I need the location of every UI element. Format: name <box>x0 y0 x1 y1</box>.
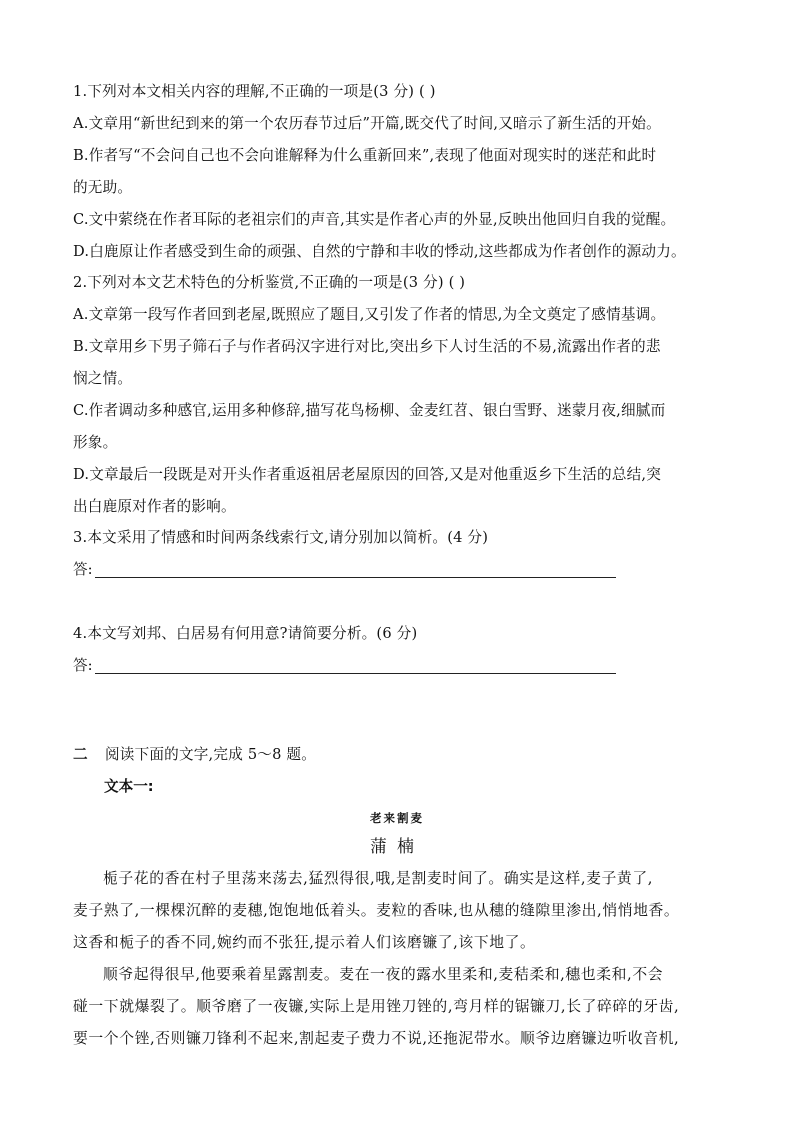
story-title: 老来割麦 <box>370 811 424 825</box>
story-paragraph-1-line2: 麦子熟了,一棵棵沉醉的麦穗,饱饱地低着头。麦粒的香味,也从穗的缝隙里渗出,悄悄地香。 <box>73 902 680 919</box>
story-paragraph-1-line3: 这香和栀子的香不同,婉约而不张狂,提示着人们该磨镰了,该下地了。 <box>73 934 536 951</box>
question-4-answer-line[interactable] <box>95 673 616 674</box>
question-2-option-b-line2: 悯之情。 <box>73 370 133 387</box>
section-2-instruction: 阅读下面的文字,完成 5～8 题。 <box>105 746 317 763</box>
question-2-option-a: A.文章第一段写作者回到老屋,既照应了题目,又引发了作者的情思,为全文奠定了感情基调。 <box>73 306 666 323</box>
question-1-option-c: C.文中萦绕在作者耳际的老祖宗们的声音,其实是作者心声的外显,反映出他回归自我的觉醒。 <box>73 211 676 228</box>
question-1-option-a: A.文章用“新世纪到来的第一个农历春节过后”开篇,既交代了时间,又暗示了新生活的开始。 <box>73 115 661 132</box>
question-2-option-d-line2: 出白鹿原对作者的影响。 <box>73 498 236 515</box>
section-2-number: 二 <box>73 746 88 763</box>
question-3-stem: 3.本文采用了情感和时间两条线索行文,请分别加以简析。(4 分) <box>73 529 489 546</box>
question-2-stem: 2.下列对本文艺术特色的分析鉴赏,不正确的一项是(3 分) ( ) <box>73 274 466 291</box>
story-paragraph-1-line1: 栀子花的香在村子里荡来荡去,猛烈得很,哦,是割麦时间了。确实是这样,麦子黄了, <box>103 870 654 887</box>
question-2-option-c-line2: 形象。 <box>73 434 118 451</box>
question-4-stem: 4.本文写刘邦、白居易有何用意?请简要分析。(6 分) <box>73 625 418 642</box>
question-1-option-b-line1: B.作者写“不会问自己也不会向谁解释为什么重新回来”,表现了他面对现实时的迷茫和此时 <box>73 147 657 164</box>
question-2-option-d-line1: D.文章最后一段既是对开头作者重返祖居老屋原因的回答,又是对他重返乡下生活的总结,突 <box>73 466 662 483</box>
question-4-answer-label: 答: <box>73 657 93 674</box>
text-one-label: 文本一: <box>104 778 154 795</box>
story-paragraph-2-line3: 要一个个锉,否则镰刀锋利不起来,割起麦子费力不说,还拖泥带水。顺爷边磨镰边听收音机, <box>73 1030 680 1047</box>
story-paragraph-2-line1: 顺爷起得很早,他要乘着星露割麦。麦在一夜的露水里柔和,麦秸柔和,穗也柔和,不会 <box>103 966 664 983</box>
question-3-answer-line[interactable] <box>95 577 616 578</box>
story-paragraph-2-line2: 碰一下就爆裂了。顺爷磨了一夜镰,实际上是用锉刀锉的,弯月样的锯镰刀,长了碎碎的牙齿, <box>73 998 680 1015</box>
question-1-option-d: D.白鹿原让作者感受到生命的顽强、自然的宁静和丰收的悸动,这些都成为作者创作的源动力。 <box>73 243 686 260</box>
question-3-answer-label: 答: <box>73 561 93 578</box>
story-author: 蒲楠 <box>370 837 424 857</box>
question-2-option-c-line1: C.作者调动多种感官,运用多种修辞,描写花鸟杨柳、金麦红苕、银白雪野、迷蒙月夜,细腻而 <box>73 402 666 419</box>
question-1-stem: 1.下列对本文相关内容的理解,不正确的一项是(3 分) ( ) <box>73 83 436 100</box>
question-2-option-b-line1: B.文章用乡下男子筛石子与作者码汉字进行对比,突出乡下人讨生活的不易,流露出作者的悲 <box>73 338 661 355</box>
question-1-option-b-line2: 的无助。 <box>73 179 133 196</box>
